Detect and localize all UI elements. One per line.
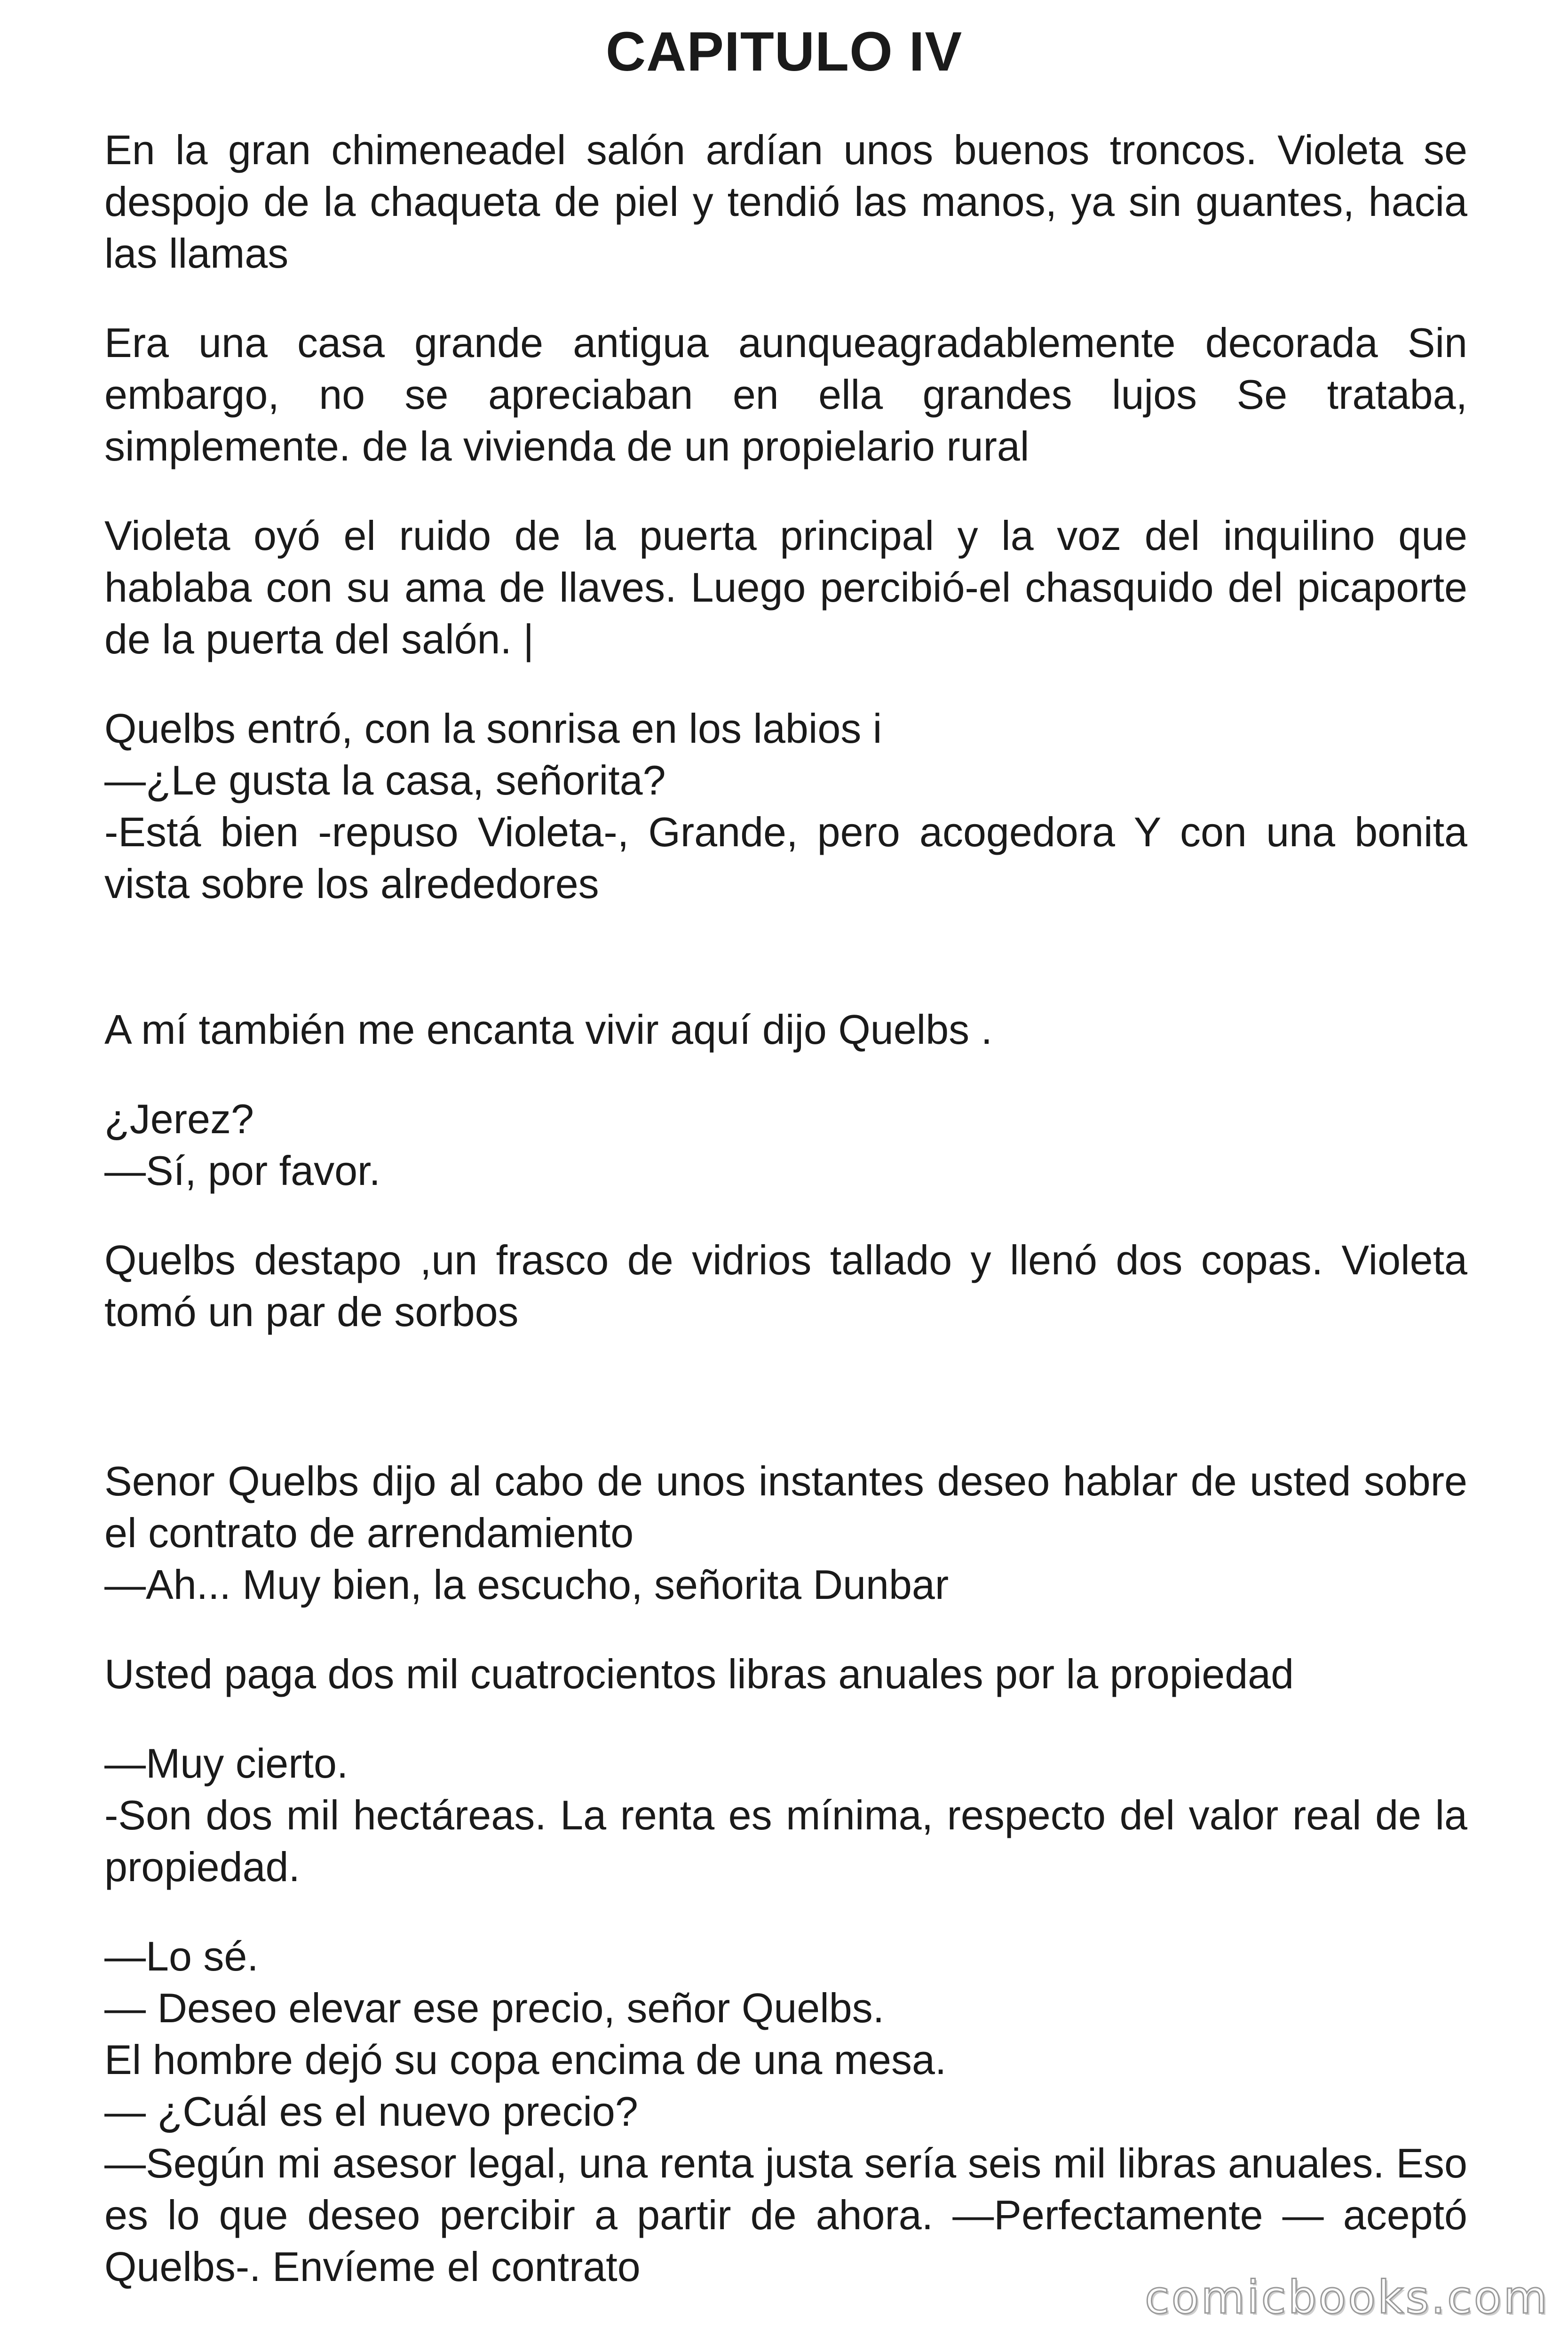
dialogue-line: —Sí, por favor.: [104, 1147, 380, 1194]
paragraph: [104, 1455, 1467, 1611]
paragraph-text: -Está bien -repuso Violeta-, Grande, pero acogedora Y con una bonita vista sobre los alrededores: [104, 809, 1467, 907]
dialogue-line: —Lo sé.: [104, 1933, 259, 1979]
dialogue-line: —Muy cierto.: [104, 1740, 348, 1787]
paragraph-text: A mí también me encanta vivir aquí dijo Quelbs .: [104, 1006, 993, 1053]
paragraph: [104, 1004, 1467, 1056]
dialogue-line: ¿Jerez?: [104, 1096, 254, 1142]
paragraph: [104, 510, 1467, 665]
paragraph-text: Era una casa grande antigua aunqueagradablemente decorada Sin embargo, no se apreciaban en ella grandes lujos Se trataba, simplemente. de la vivienda de un propielario rural: [104, 319, 1467, 469]
paragraph: [104, 1931, 1467, 2293]
paragraph: [104, 317, 1467, 472]
paragraph-text: Usted paga dos mil cuatrocientos libras anuales por la propiedad: [104, 1651, 1294, 1697]
paragraph-text: Violeta oyó el ruido de la puerta principal y la voz del inquilino que hablaba con su ama de llaves. Luego percibió-el chasquido del picaporte de la puerta del salón. |: [104, 512, 1467, 662]
paragraph-line: El hombre dejó su copa encima de una mesa.: [104, 2036, 947, 2083]
paragraph-text: -Son dos mil hectáreas. La renta es mínima, respecto del valor real de la propiedad.: [104, 1792, 1467, 1890]
chapter-body: [104, 124, 1467, 2330]
paragraph: [104, 124, 1467, 279]
paragraph: [104, 1234, 1467, 1338]
watermark: comicbooks.com: [1144, 2271, 1549, 2324]
paragraph-text: En la gran chimeneadel salón ardían unos buenos troncos. Violeta se despojo de la chaqueta de piel y tendió las manos, ya sin guantes, hacia las llamas: [104, 127, 1467, 277]
dialogue-line: — ¿Cuál es el nuevo precio?: [104, 2088, 638, 2135]
chapter-title: CAPITULO IV: [605, 21, 963, 83]
paragraph-line: Quelbs entró, con la sonrisa en los labios i: [104, 705, 882, 752]
paragraph-line: Senor Quelbs dijo al cabo de unos instantes deseo hablar de usted sobre el contrato de arrendamiento: [104, 1458, 1467, 1556]
paragraph-text: —Según mi asesor legal, una renta justa sería seis mil libras anuales. Eso es lo que deseo percibir a partir de ahora. —Perfectamente — aceptó Quelbs-. Envíeme el contrato: [104, 2140, 1467, 2290]
paragraph-text: Quelbs destapo ,un frasco de vidrios tallado y llenó dos copas. Violeta tomó un par de sorbos: [104, 1237, 1467, 1335]
paragraph: [104, 1648, 1467, 1700]
paragraph: [104, 703, 1467, 910]
paragraph: [104, 1738, 1467, 1893]
dialogue-line: —¿Le gusta la casa, señorita?: [104, 757, 666, 803]
dialogue-line: —Ah... Muy bien, la escucho, señorita Dunbar: [104, 1561, 949, 1608]
paragraph: [104, 1093, 1467, 1197]
dialogue-line: — Deseo elevar ese precio, señor Quelbs.: [104, 1985, 885, 2031]
